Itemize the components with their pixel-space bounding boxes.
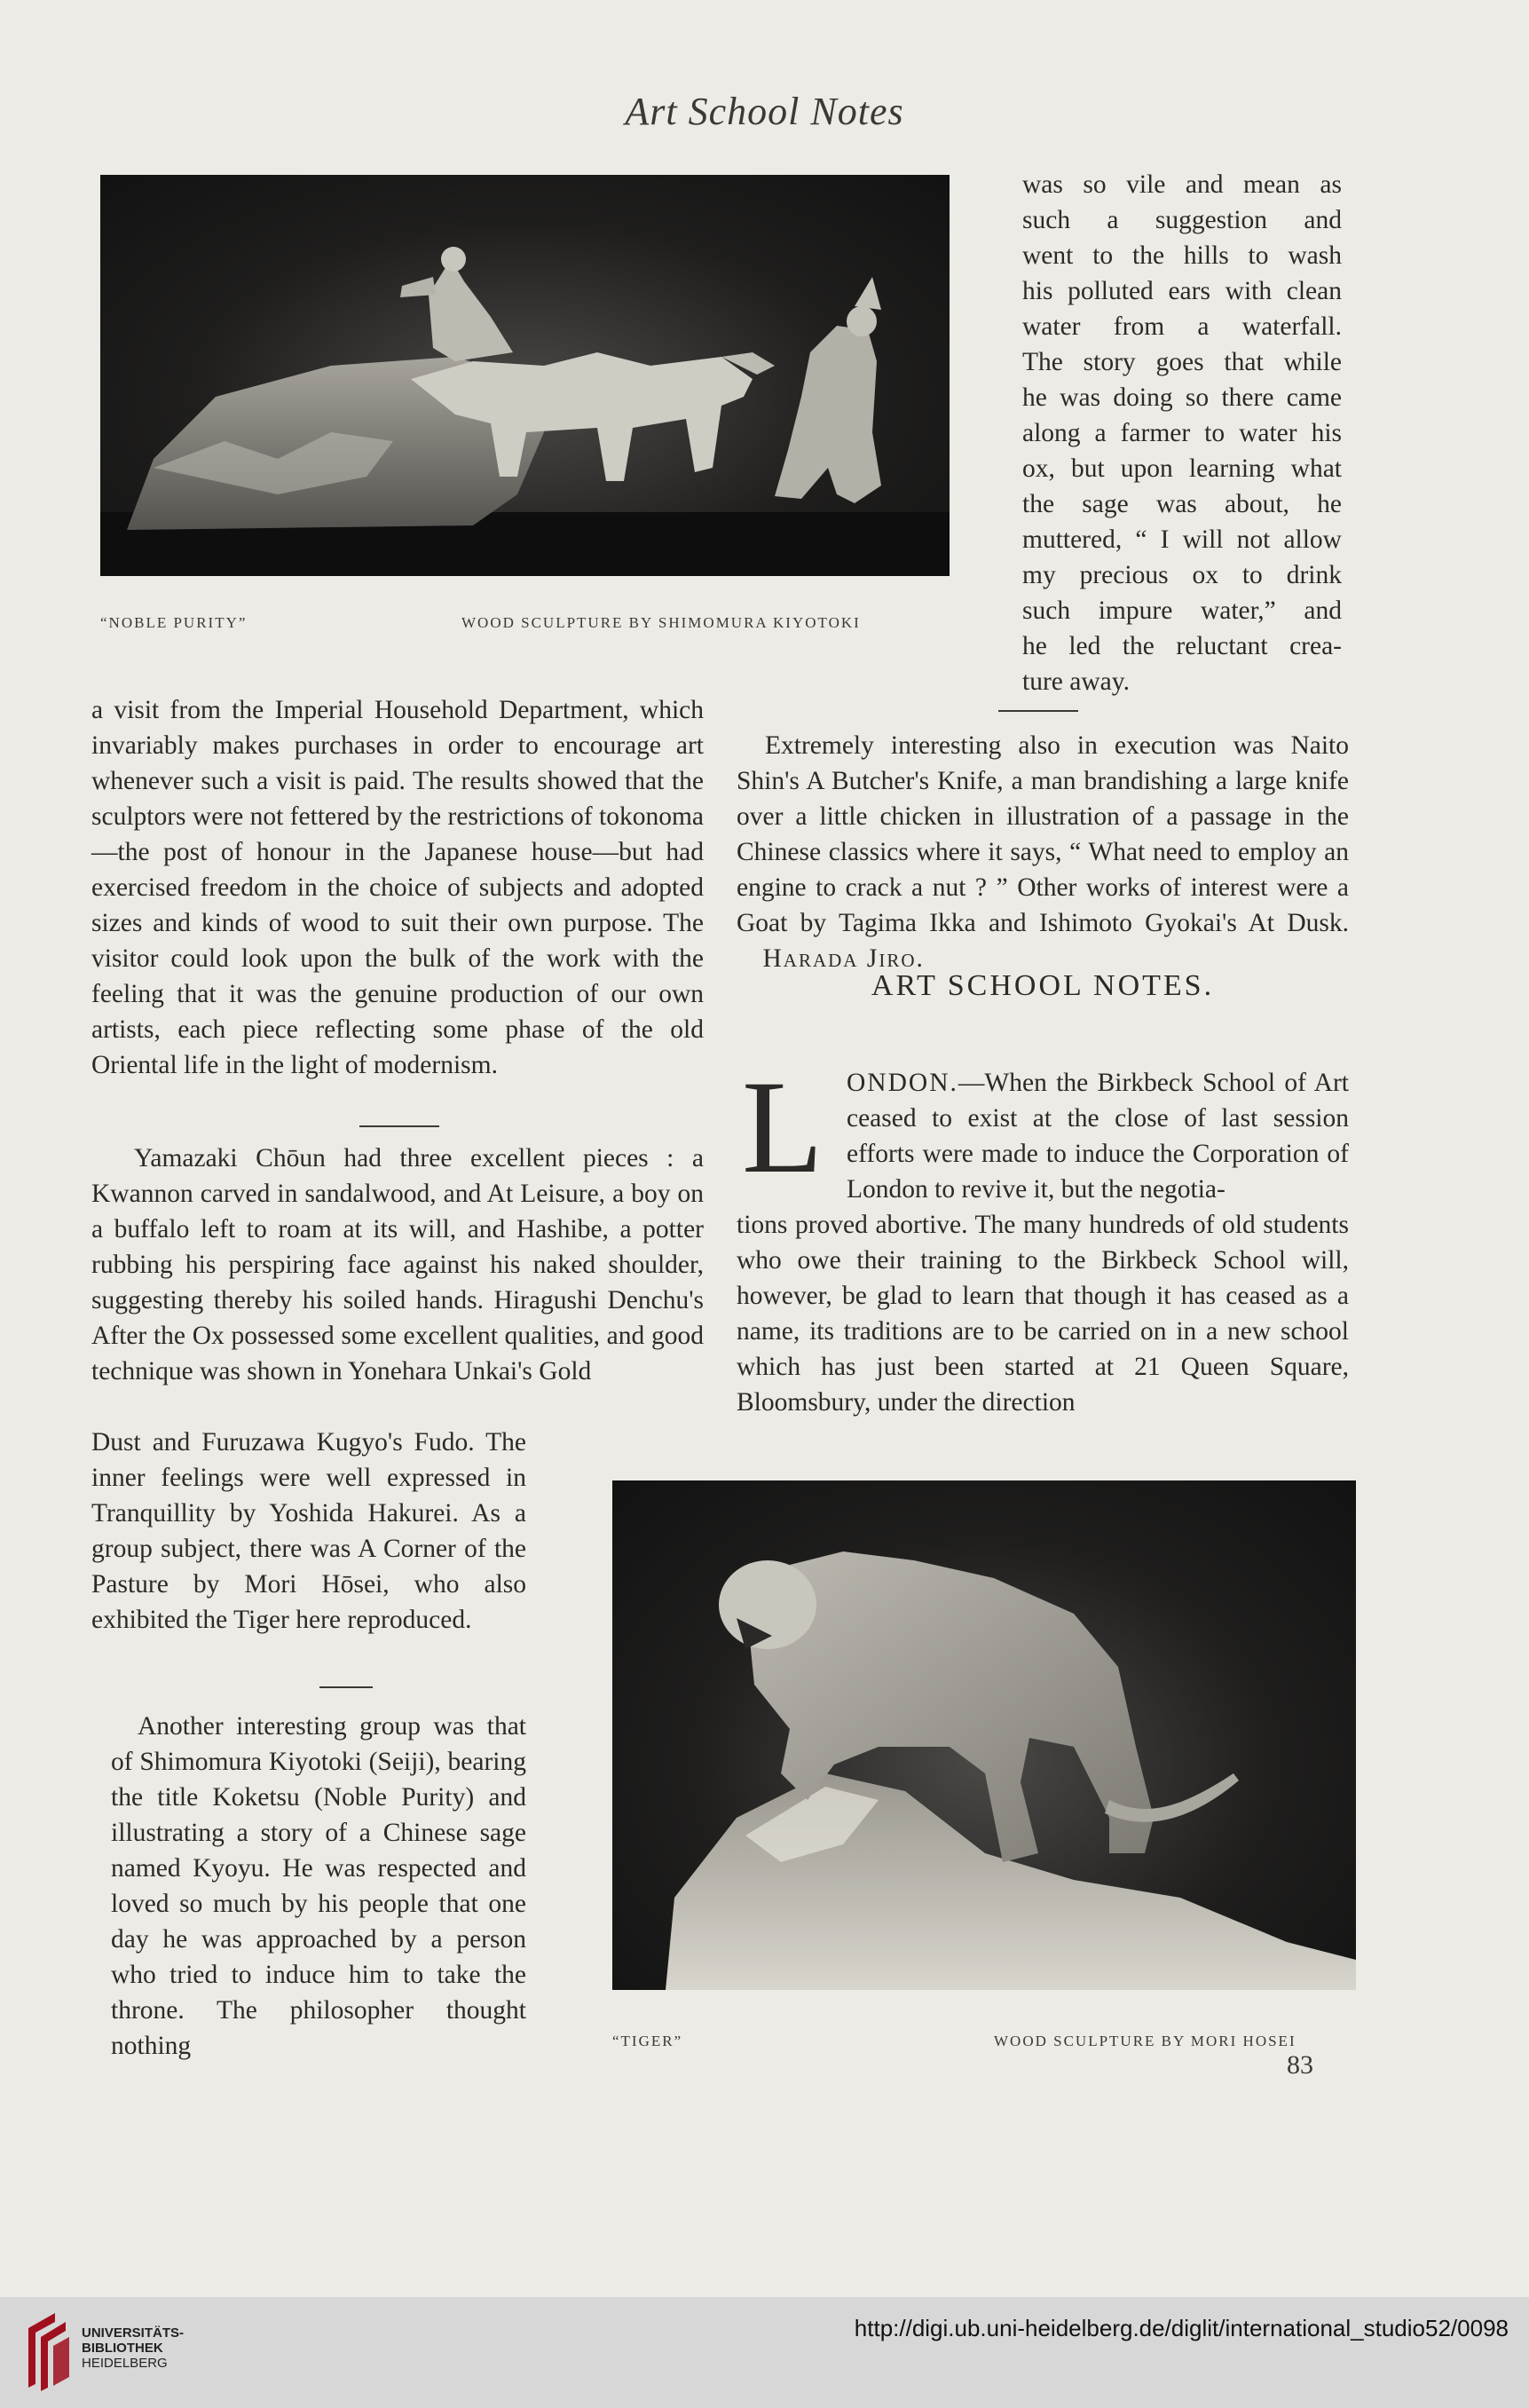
left-paragraph-3: Another interesting group was that of Shimomura Kiyotoki (Seiji), bearing the title Koketsu (Noble Purity) and illustrating a story of a Chinese sage named Kyoyu. He was respected and loved so much by his people that one day he was approached by a person who tried to induce him to take the throne. The philosopher thought nothing: [111, 1712, 526, 2060]
logo-line: HEIDELBERG: [82, 2356, 168, 2371]
text-line: my precious ox to drink: [1022, 561, 1342, 589]
tiger-caption-credit: WOOD SCULPTURE BY MORI HOSEI: [994, 2033, 1296, 2049]
text-line: he was doing so there came: [1022, 383, 1342, 412]
text-line: he led the reluctant crea-: [1022, 632, 1342, 660]
text-line: ture away.: [1022, 667, 1130, 696]
text-line: went to the hills to wash: [1022, 241, 1342, 270]
text-line: The story goes that while: [1022, 348, 1342, 376]
right-column-top: [1022, 167, 1342, 699]
noble-purity-photo: [100, 175, 950, 576]
section-heading: ART SCHOOL NOTES.: [871, 969, 1215, 1002]
noble-purity-caption-title: “NOBLE PURITY”: [100, 614, 248, 631]
author-signature: Harada Jiro.: [762, 944, 925, 973]
library-logo-icon: [20, 2306, 75, 2395]
text-line: such a suggestion and: [1022, 206, 1342, 234]
text-line: was so vile and mean as: [1022, 170, 1342, 199]
library-footer: [0, 2297, 1529, 2408]
left-paragraph-2a: Yamazaki Chōun had three excellent pieces : a Kwannon carved in sandalwood, and At Leisure, a boy on a buffalo left to roam at its will, and Hashibe, a potter rubbing his perspiring face against his naked shoulder, suggesting thereby his soiled hands. Hiragushi Denchu's After the Ox possessed some excellent qualities, and good technique was shown in Yonehara Unkai's Gold: [91, 1144, 704, 1386]
section-divider: [359, 1125, 439, 1127]
london-first-word: ONDON.: [847, 1069, 958, 1097]
text-line: his polluted ears with clean: [1022, 277, 1342, 305]
noble-purity-illustration: [100, 175, 950, 576]
logo-line: BIBLIOTHEK: [82, 2341, 163, 2356]
running-head: Art School Notes: [625, 90, 904, 133]
page-number: 83: [1287, 2050, 1313, 2080]
right-paragraph-2-text: Extremely interesting also in execution was Naito Shin's A Butcher's Knife, a man brandishing a large knife over a little chicken in illustration of a passage in the Chinese classics where it says, “ What need to employ an engine to crack a nut ? ” Other works of interest were a Goat by Tagima Ikka and Ishimoto Gyokai's At Dusk.: [737, 731, 1349, 937]
tiger-caption-title: “TIGER”: [612, 2033, 683, 2049]
right-paragraph-2: [737, 728, 1349, 976]
left-paragraph-1: a visit from the Imperial Household Department, which invariably makes purchases in order to encourage art whenever such a visit is paid. The results showed that the sculptors were not fettered by the restrictions of tokonoma—the post of honour in the Japanese house—but had exercised freedom in the choice of subjects and adopted sizes and kinds of wood to suit their own purpose. The visitor could look upon the bulk of the work with the feeling that it was the genuine production of our own artists, each piece reflecting some phase of the old Oriental life in the light of modernism.: [91, 696, 704, 1079]
noble-purity-caption-credit: WOOD SCULPTURE BY SHIMOMURA KIYOTOKI: [461, 614, 861, 631]
text-line: water from a waterfall.: [1022, 312, 1342, 341]
section-divider: [998, 710, 1078, 712]
section-divider: [319, 1686, 373, 1688]
london-paragraph-rest: tions proved abortive. The many hundreds of old students who owe their training to the Birkbeck School will, however, be glad to learn that though it has ceased as a name, its traditions are to be carried on in a new school which has just been started at 21 Queen Square, Bloomsbury, under the direction: [737, 1211, 1349, 1417]
tiger-illustration: [612, 1480, 1356, 1990]
text-line: ox, but upon learning what: [1022, 454, 1342, 483]
left-paragraph-2b: Dust and Furuzawa Kugyo's Fudo. The inner feelings were well expressed in Tranquillity by Yoshida Hakurei. As a group subject, there was A Corner of the Pasture by Mori Hōsei, who also exhibited the Tiger here reproduced.: [91, 1428, 526, 1634]
logo-line: UNIVERSITÄTS-: [82, 2325, 185, 2341]
tiger-photo: [612, 1480, 1356, 1990]
library-logo-text: [82, 2325, 184, 2371]
permalink-url[interactable]: http://digi.ub.uni-heidelberg.de/diglit/international_studio52/0098: [854, 2315, 1509, 2341]
london-opening-text: —When the Birkbeck School of Art ceased to exist at the close of last session efforts were made to induce the Corporation of London to revive it, but the negotia-: [847, 1069, 1349, 1204]
text-line: the sage was about, he: [1022, 490, 1342, 518]
drop-cap: L: [742, 1054, 824, 1201]
text-line: muttered, “ I will not allow: [1022, 525, 1342, 554]
london-paragraph-opening: [847, 1065, 1349, 1207]
text-line: along a farmer to water his: [1022, 419, 1342, 447]
text-line: such impure water,” and: [1022, 596, 1342, 625]
